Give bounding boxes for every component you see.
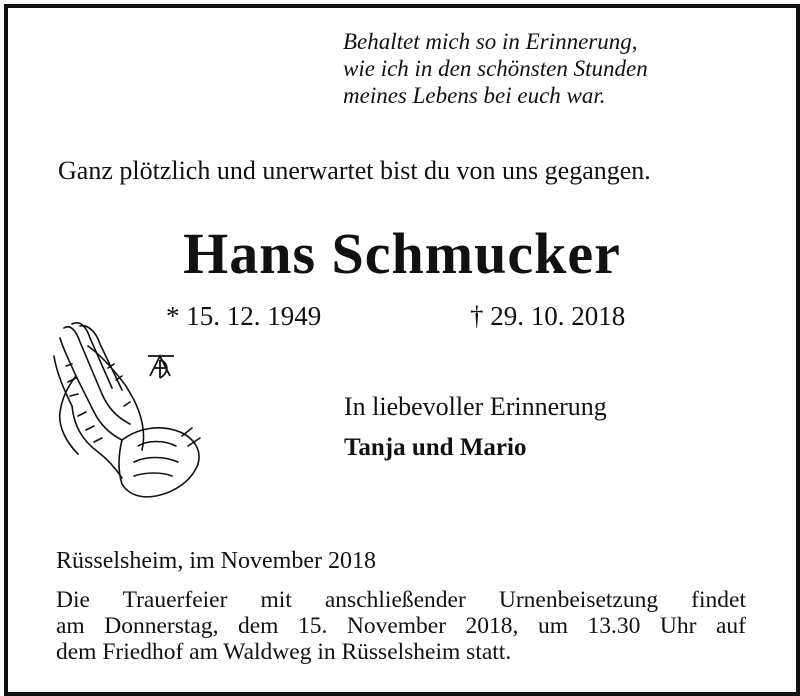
praying-hands-icon [42,316,212,511]
intro-text: Ganz plötzlich und unerwartet bist du von uns gegangen. [58,156,651,185]
place-date: Rüsselsheim, im November 2018 [56,548,376,574]
service-line: am Donnerstag, dem 15. November 2018, um 13.30 Uhr auf [56,613,746,639]
motto-line: Behaltet mich so in Erinnerung, [343,29,638,54]
birth-date: * 15. 12. 1949 [166,301,322,331]
motto-line: meines Lebens bei euch war. [343,83,606,108]
motto-line: wie ich in den schönsten Stunden [343,56,648,81]
memory-line: In liebevoller Erinnerung [344,392,607,421]
obituary-notice [4,4,800,696]
signers-names: Tanja und Mario [344,434,527,461]
service-line: Die Trauerfeier mit anschließender Urnenbeisetzung findet [56,587,746,613]
motto-quote [343,28,648,109]
monogram-mark [148,356,174,378]
deceased-name: Hans Schmucker [183,221,621,286]
service-info [56,587,746,665]
death-date: † 29. 10. 2018 [470,301,626,331]
service-line: dem Friedhof am Waldweg in Rüsselsheim statt. [56,639,512,665]
